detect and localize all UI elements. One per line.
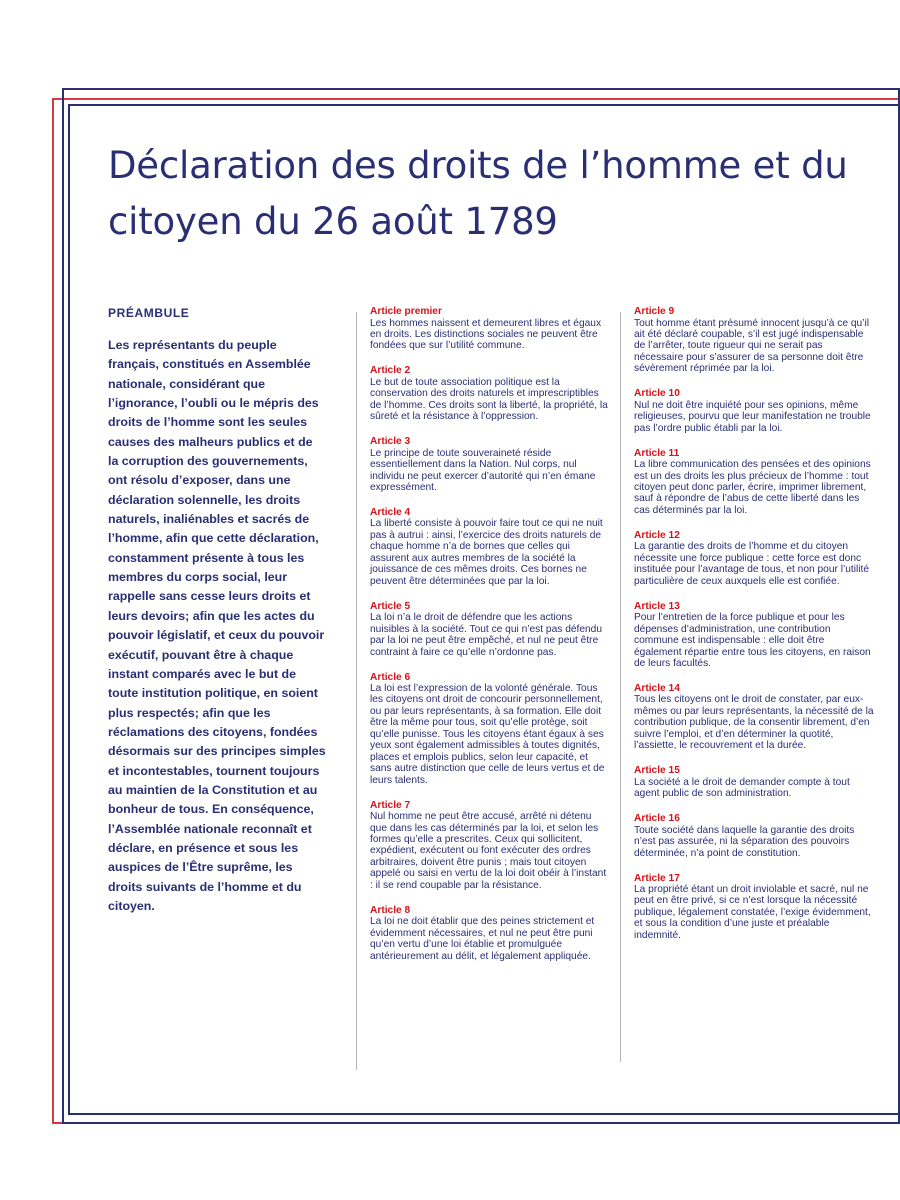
article-block	[370, 436, 610, 493]
article-text: La loi ne doit établir que des peines strictement et évidemment nécessaires, et nul ne peut être puni qu’en vertu d’une loi établie et promulguée antérieurement au délit, et légalement appliquée.	[370, 916, 595, 962]
article-block	[370, 672, 610, 787]
article-block	[634, 873, 874, 942]
article-block	[634, 530, 874, 587]
articles-column-1	[370, 306, 610, 976]
preamble-text: Les représentants du peuple français, constitués en Assemblée nationale, considérant que l’ignorance, l’oubli ou le mépris des droits de l’homme sont les seules causes des malheurs publics et de la corruption des gouvernements, ont résolu d’exposer, dans une déclaration solennelle, les droits naturels, inaliénables et sacrés de l’homme, afin que cette déclaration, constamment présente à tous les membres du corps social, leur rappelle sans cesse leurs droits et leurs devoirs; afin que les actes du pouvoir législatif, et ceux du pouvoir exécutif, pouvant être à chaque instant comparés avec le but de toute institution politique, en soient plus respectés; afin que les réclamations des citoyens, fondées désormais sur des principes simples et incontestables, tournent toujours au maintien de la Constitution et au bonheur de tous. En conséquence, l’Assemblée nationale reconnaît et déclare, en présence et sous les auspices de l’Être suprême, les droits suivants de l’homme et du citoyen.	[108, 338, 326, 913]
article-block	[370, 601, 610, 658]
document-title: Déclaration des droits de l’homme et du citoyen du 26 août 1789	[108, 144, 848, 243]
article-title: Article 3	[370, 436, 411, 448]
preamble-heading: PRÉAMBULE	[108, 306, 190, 320]
article-block	[634, 448, 874, 517]
article-block	[634, 765, 874, 799]
article-text: La libre communication des pensées et des opinions est un des droits les plus précieux de l’homme : tout citoyen peut donc parler, écrire, imprimer librement, sauf à répondre de l’abus de cette liberté dans les cas déterminés par la loi.	[634, 459, 871, 516]
article-block	[634, 683, 874, 752]
article-text: Tout homme étant présumé innocent jusqu’à ce qu’il ait été déclaré coupable, s’il est jugé indispensable de l’arrêter, toute rigueur qui ne serait pas nécessaire pour s’assurer de sa personne doit être sévèrement réprimée par la loi.	[634, 317, 870, 375]
article-text: Le but de toute association politique est la conservation des droits naturels et imprescriptibles de l’homme. Ces droits sont la liberté, la propriété, la sûreté et la résistance à l’oppression.	[370, 376, 608, 423]
article-text: La propriété étant un droit inviolable et sacré, nul ne peut en être privé, si ce n’est lorsque la nécessité publique, légalement constatée, l’exige évidemment, et sous la condition d’une juste et préalable indemnité.	[634, 884, 871, 941]
article-title: Article 7	[370, 799, 411, 811]
article-text: La loi n’a le droit de défendre que les actions nuisibles à la société. Tout ce qui n’est pas défendu par la loi ne peut être empêché, et nul ne peut être contraint à faire ce qu’elle n’ordonne pas.	[370, 612, 603, 658]
article-block	[634, 813, 874, 859]
article-text: La garantie des droits de l’homme et du citoyen nécessite une force publique : cette force est donc instituée pour l’avantage de tous, et non pour l’utilité particulière de ceux auxquels elle est confiée.	[634, 541, 870, 587]
article-title: Article 4	[370, 506, 411, 518]
article-title: Article 11	[634, 447, 680, 459]
article-block	[370, 905, 610, 962]
article-text: La liberté consiste à pouvoir faire tout ce qui ne nuit pas à autrui : ainsi, l’exercice des droits naturels de chaque homme n’a de bornes que celles qui assurent aux autres membres de la société la jouissance de ces mêmes droits. Ces bornes ne peuvent être déterminées que par la loi.	[370, 518, 603, 587]
article-title: Article premier	[370, 306, 442, 317]
article-block	[634, 601, 874, 670]
article-text: Tous les citoyens ont le droit de constater, par eux-mêmes ou par leurs représentants, la nécessité de la contribution publique, de la consentir librement, d’en suivre l’emploi, et d’en déterminer la quotité, l’assiette, le recouvrement et la durée.	[634, 694, 874, 752]
article-title: Article 15	[634, 765, 680, 777]
article-block	[634, 388, 874, 434]
article-title: Article 9	[634, 306, 675, 317]
article-block	[370, 365, 610, 422]
article-title: Article 10	[634, 388, 680, 400]
article-title: Article 13	[634, 600, 680, 612]
column-divider	[620, 312, 621, 1062]
article-title: Article 12	[634, 529, 680, 541]
preamble-section	[108, 300, 326, 916]
article-title: Article 5	[370, 600, 411, 612]
article-text: Nul homme ne peut être accusé, arrêté ni détenu que dans les cas déterminés par la loi, et selon les formes qu’elle a prescrites. Ceux qui sollicitent, expédient, exécutent ou font exécuter des ordres arbitraires, doivent être punis ; mais tout citoyen appelé ou saisi en vertu de la loi doit obéir à l’instant : il se rend coupable par la résistance.	[370, 811, 607, 891]
article-block	[370, 800, 610, 892]
article-text: Pour l’entretien de la force publique et pour les dépenses d’administration, une contribution commune est indispensable : elle doit être également répartie entre tous les citoyens, en raison de leurs facultés.	[634, 612, 871, 670]
article-block	[370, 507, 610, 587]
article-title: Article 16	[634, 813, 680, 825]
article-text: La loi est l’expression de la volonté générale. Tous les citoyens ont droit de concourir personnellement, ou par leurs représentants, à sa formation. Elle doit être la même pour tous, soit qu’elle protège, soit qu’elle punisse. Tous les citoyens étant égaux à ses yeux sont également admissibles à toutes dignités, places et emplois publics, selon leur capacité, et sans autre distinction que celle de leurs vertus et de leurs talents.	[370, 683, 605, 786]
article-text: Le principe de toute souveraineté réside essentiellement dans la Nation. Nul corps, nul individu ne peut exercer d’autorité qui n’en émane expressément.	[370, 447, 596, 494]
column-divider	[356, 312, 357, 1070]
article-text: Les hommes naissent et demeurent libres et égaux en droits. Les distinctions sociales ne peuvent être fondées que sur l’utilité commune.	[370, 317, 602, 352]
article-text: La société a le droit de demander compte à tout agent public de son administration.	[634, 776, 850, 800]
article-title: Article 17	[634, 872, 680, 884]
article-title: Article 2	[370, 365, 411, 377]
articles-column-2	[634, 306, 874, 955]
article-block	[634, 306, 874, 375]
article-block	[370, 306, 610, 352]
article-title: Article 6	[370, 671, 411, 683]
article-title: Article 8	[370, 904, 411, 916]
article-text: Nul ne doit être inquiété pour ses opinions, même religieuses, pourvu que leur manifestation ne trouble pas l’ordre public établi par la loi.	[634, 399, 871, 434]
article-text: Toute société dans laquelle la garantie des droits n’est pas assurée, ni la séparation des pouvoirs déterminée, n’a point de constitution.	[634, 824, 855, 859]
article-title: Article 14	[634, 682, 680, 694]
